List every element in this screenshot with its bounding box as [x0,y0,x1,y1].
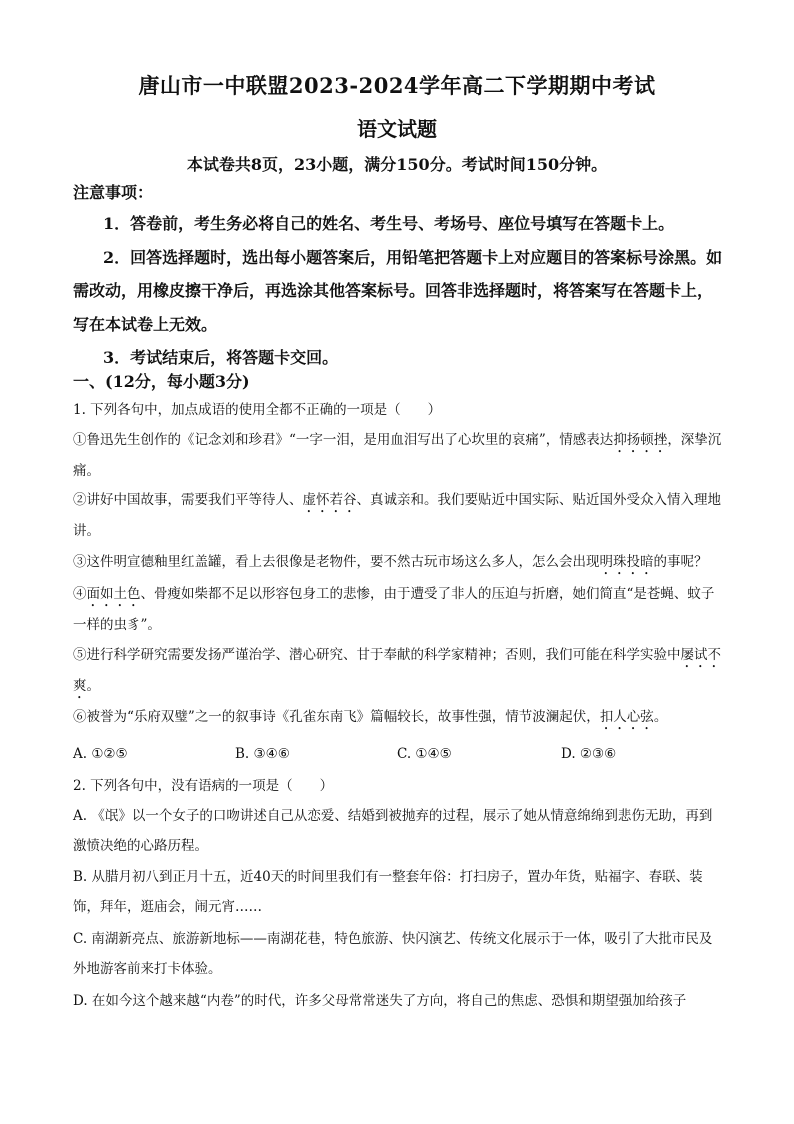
question-1-sentence-1 [73,425,725,486]
sentence-text: 。 [86,678,100,694]
option-d: D. ②③⑥ [561,746,617,762]
question-1-sentence-5 [73,640,725,702]
exam-info: 本试卷共8页，23小题，满分150分。考试时间150分钟。 [186,155,608,174]
dotted-idiom: 面如土色 [86,586,141,602]
dotted-idiom: 扣人心弦 [599,709,654,725]
sentence-text: ⑤进行科学研究需要发扬严谨治学、潜心研究、甘于奉献的科学家精神；否则，我们可能在科学实验中 [73,647,681,663]
dotted-idiom: 抑扬顿挫 [613,432,668,448]
question-2-option-c: C. 南湖新亮点、旅游新地标——南湖花巷，特色旅游、快闪演艺、传统文化展示于一体，吸引了大批市民及外地游客前来打卡体验。 [73,931,713,977]
sentence-text: ，深挚沉痛。 [73,432,722,479]
option-c: C. ①④⑤ [397,746,452,762]
exam-title: 唐山市一中联盟2023-2024学年高二下学期期中考试 [138,73,656,98]
sentence-text: 的事呢？ [653,554,708,570]
sentence-text: ⑥被誉为“乐府双璧”之一的叙事诗《孔雀东南飞》篇幅较长，故事性强，情节波澜起伏， [73,709,600,725]
sentence-text: 。 [653,709,668,725]
notice-list [73,207,725,375]
sentence-text: 、骨瘦如柴都不足以形容包身工的悲惨，由于遭受了非人的压迫与折磨，她们简直“是苍蝇、蚊子一样的虫豸”。 [73,586,715,633]
question-1-sentence-2 [73,485,725,546]
notice-heading: 注意事项： [73,183,154,202]
question-2-option-a: A. 《氓》以一个女子的口吻讲述自己从恋爱、结婚到被抛弃的过程，展示了她从情意绵绵到悲伤无助，再到激愤决绝的心路历程。 [73,808,713,854]
dotted-idiom: 屡试不爽 [73,647,721,694]
question-1-sentence-4 [73,579,725,640]
section-heading: 一、(12分，每小题3分) [73,372,250,391]
option-a: A. ①②⑤ [73,746,128,762]
question-2-option-d: D. 在如今这个越来越“内卷”的时代，许多父母常常迷失了方向，将自己的焦虑、恐惧和期望强加给孩子 [73,993,687,1009]
dotted-idiom: 明珠投暗 [599,554,654,570]
question-2-stem: 2. 下列各句中，没有语病的一项是（ ） [73,778,334,794]
notice-item: 2．回答选择题时，选出每小题答案后，用铅笔把答题卡上对应题目的答案标号涂黑。如需改动，用橡皮擦干净后，再选涂其他答案标号。回答非选择题时，将答案写在答题卡上，写在本试卷上无效。 [73,247,723,334]
sentence-text: 、真诚亲和。我们要贴近中国实际、贴近国外受众入情入理地讲。 [73,492,721,539]
sentence-text: ①鲁迅先生创作的《记念刘和珍君》“一字一泪，是用血泪写出了心坎里的哀痛”，情感表达 [73,432,614,448]
dotted-idiom: 虚怀若谷 [302,492,357,508]
notice-item: 1．答卷前，考生务必将自己的姓名、考生号、考场号、座位号填写在答题卡上。 [103,214,675,233]
sentence-text: ③这件明宣德釉里红盖罐，看上去很像是老物件，要不然古玩市场这么多人，怎么会出现 [73,554,600,570]
question-1-stem: 1. 下列各句中，加点成语的使用全都不正确的一项是（ ） [73,402,442,418]
sentence-text: ②讲好中国故事，需要我们平等待人、 [73,492,303,508]
question-1-sentence-6 [73,702,725,733]
subject-title: 语文试题 [357,117,437,141]
question-2-option-b: B. 从腊月初八到正月十五，近40天的时间里我们有一整套年俗：打扫房子，置办年货，贴福字、春联、装饰，拜年，逛庙会，闹元宵…… [73,869,703,915]
sentence-text: ④ [73,586,87,602]
option-b: B. ③④⑥ [235,746,290,762]
question-1-sentence-3 [73,547,725,578]
notice-item: 3．考试结束后，将答题卡交回。 [103,348,339,367]
